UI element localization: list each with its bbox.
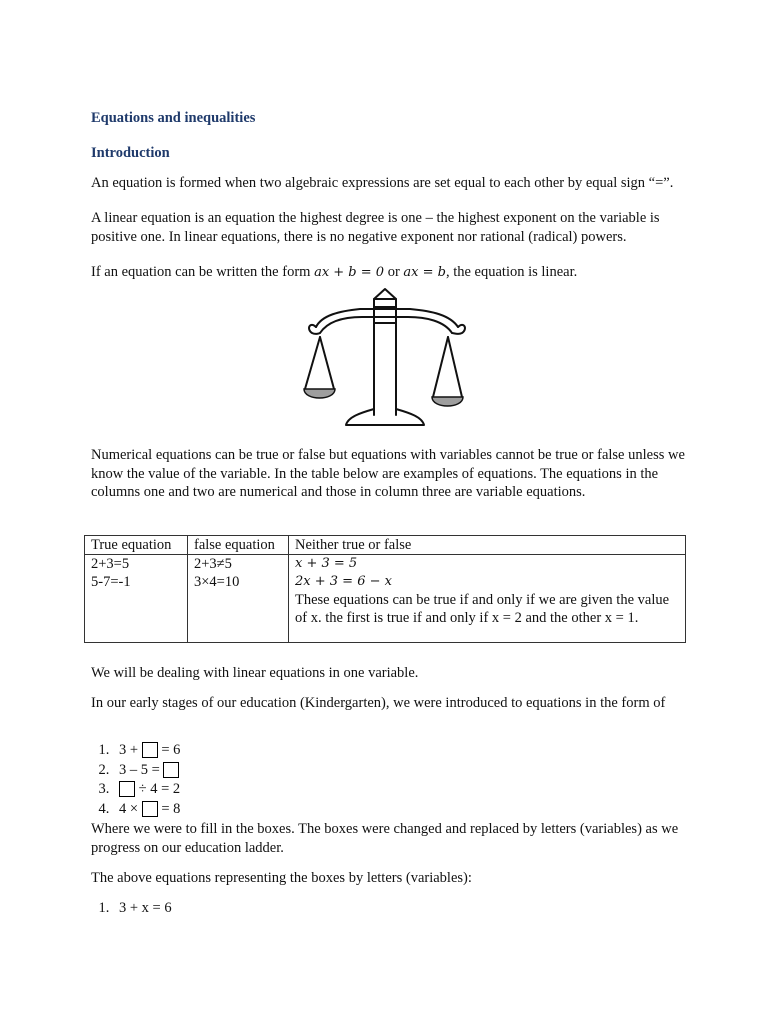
empty-box-icon [163, 762, 179, 778]
table-row [85, 555, 686, 643]
variable-equation-2: 2x + 3 = 6 − x [295, 574, 392, 589]
table-cell-true-equations [85, 555, 188, 643]
paragraph-kindergarten: In our early stages of our education (Kindergarten), we were introduced to equations in the form of [91, 695, 666, 711]
false-equation-1: 2+3≠5 [194, 556, 232, 572]
paragraph-numerical-equations: Numerical equations can be true or false but equations with variables cannot be true or false unless we know the value of the variable. In the table below are examples of equations. The equations in the columns one and two are numerical and those in column three are variable equations. [91, 447, 685, 500]
variable-equation-1: x + 3 = 5 [295, 556, 358, 571]
true-equation-1: 2+3=5 [91, 556, 130, 572]
paragraph-letters: The above equations representing the boxes by letters (variables): [91, 870, 472, 886]
table-header-false: false equation [188, 536, 289, 555]
balance-scale-icon [300, 285, 480, 433]
paragraph-linear-definition: A linear equation is an equation the highest degree is one – the highest exponent on the variable is positive one. In linear equations, there is no negative exponent nor rational (radical) powers. [91, 210, 660, 245]
list-item: 3. ÷ 4 = 2 [113, 780, 180, 800]
table-header-true: True equation [85, 536, 188, 555]
variable-equation-list [91, 899, 172, 919]
right-pan-icon [432, 397, 463, 406]
table-header-row [85, 536, 686, 555]
linear-form-mid: or [384, 264, 404, 280]
document-heading: Equations and inequalities [91, 110, 256, 126]
list-item: 1. 3 + x = 6 [113, 899, 172, 919]
empty-box-icon [142, 742, 158, 758]
linear-form-prefix: If an equation can be written the form [91, 264, 315, 280]
false-equation-2: 3×4=10 [194, 574, 240, 590]
linear-form-suffix: , the equation is linear. [445, 264, 578, 280]
table-cell-false-equations [188, 555, 289, 643]
left-pan-icon [304, 389, 335, 398]
equation-examples-table [84, 535, 686, 643]
empty-box-icon [119, 781, 135, 797]
paragraph-linear-one-variable: We will be dealing with linear equations in one variable. [91, 665, 419, 681]
list-item: 2. 3 – 5 = [113, 761, 180, 781]
equation-ax-plus-b: ax + b = 0 [314, 265, 385, 280]
empty-box-icon [142, 801, 158, 817]
section-heading: Introduction [91, 145, 170, 161]
paragraph-equation-definition: An equation is formed when two algebraic expressions are set equal to each other by equal sign “=”. [91, 175, 674, 191]
table-header-neither: Neither true or false [289, 536, 686, 555]
list-item: 4. 4 × = 8 [113, 800, 180, 820]
table-cell-variable-equations [289, 555, 686, 643]
paragraph-boxes-replaced: Where we were to fill in the boxes. The boxes were changed and replaced by letters (variables) as we progress on our education ladder. [91, 821, 679, 856]
paragraph-linear-form [91, 263, 689, 283]
list-item: 1. 3 + = 6 [113, 741, 180, 761]
variable-equation-note: These equations can be true if and only if we are given the value of x. the first is true if and only if x = 2 and the other x = 1. [295, 592, 670, 626]
equation-ax-equals-b: ax = b [403, 265, 446, 280]
box-equation-list [91, 741, 180, 819]
true-equation-2: 5-7=-1 [91, 574, 131, 590]
